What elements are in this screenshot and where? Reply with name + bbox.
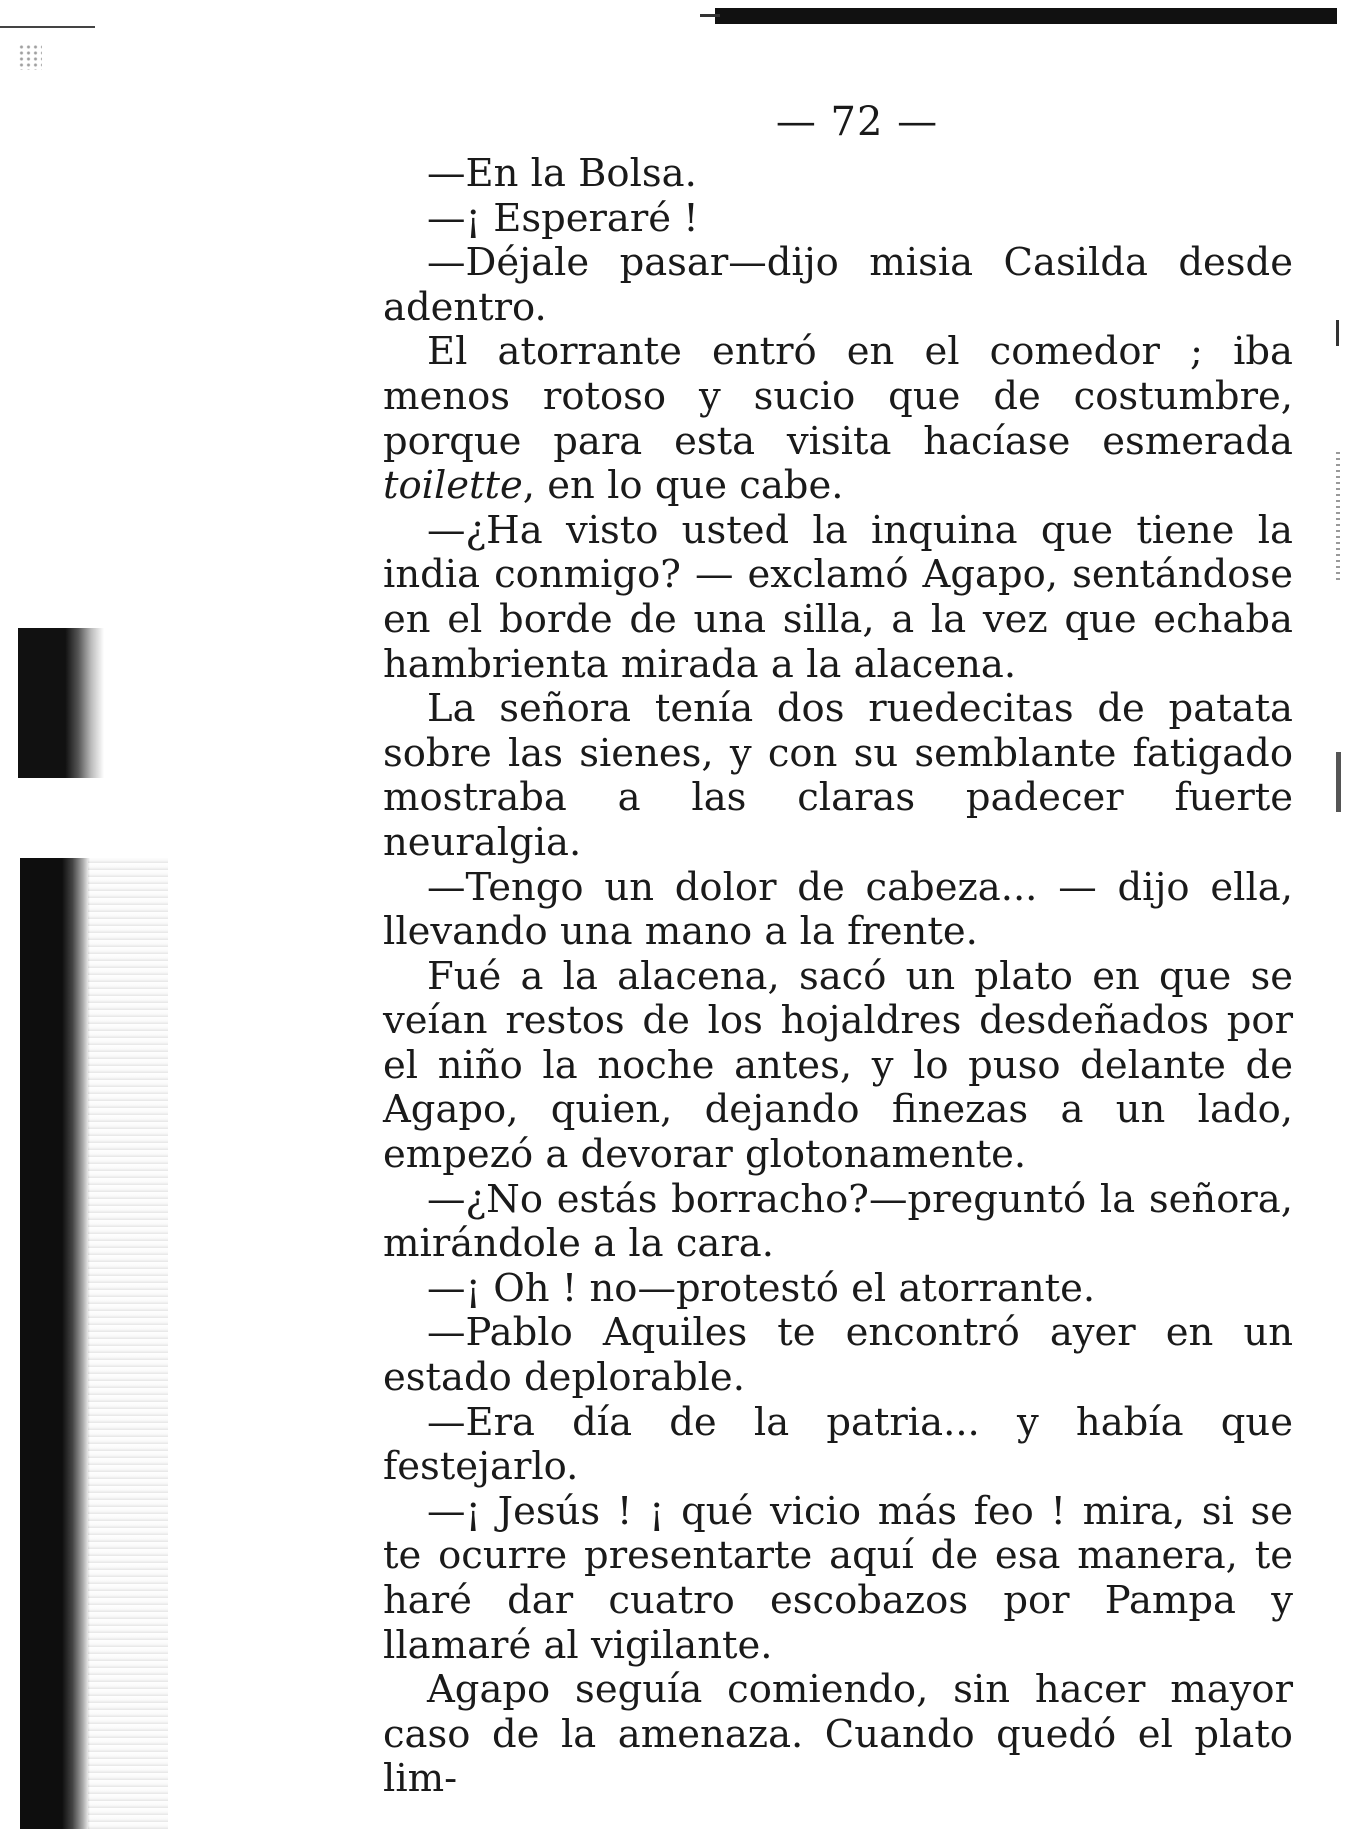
scan-spine-haze <box>88 858 168 1829</box>
scan-corner-mark <box>0 26 95 28</box>
paragraph: —Tengo un dolor de cabeza... — dijo ella, llevando una mano a la frente. <box>383 864 1293 955</box>
paragraph-text: El atorrante entró en el comedor ; iba menos rotoso y sucio que de costumbre, porque para esta visita hacíase esmerada <box>383 329 1293 464</box>
scan-right-edge-mark <box>1336 450 1340 580</box>
paragraph: —¡ Jesús ! ¡ qué vicio más feo ! mira, si se te ocurre presentarte aquí de esa manera, te haré dar cuatro escobazos por Pampa y llamaré al vigilante. <box>383 1488 1293 1668</box>
paragraph: —Era día de la patria... y había que festejarlo. <box>383 1399 1293 1490</box>
scan-spine-shadow-lower <box>20 858 90 1829</box>
scan-right-edge-mark <box>1336 320 1339 346</box>
paragraph: —Pablo Aquiles te encontró ayer en un estado deplorable. <box>383 1310 1293 1401</box>
scan-right-edge-mark <box>1336 752 1341 812</box>
scan-corner-speck <box>18 44 42 70</box>
paragraph: —¡ Oh ! no—protestó el atorrante. <box>427 1265 1096 1311</box>
paragraph: Fué a la alacena, sacó un plato en que se veían restos de los hojaldres desdeñados por el niño la noche antes, y lo puso delante de Agapo, quien, dejando finezas a un lado, empezó a devorar glotonamente. <box>383 953 1293 1178</box>
book-page <box>383 96 1293 1802</box>
paragraph: —¿No estás borracho?—preguntó la señora, mirándole a la cara. <box>383 1176 1293 1267</box>
paragraph: —¿Ha visto usted la inquina que tiene la india conmigo? — exclamó Agapo, sentándose en el borde de una silla, a la vez que echaba hambrienta mirada a la alacena. <box>383 507 1293 687</box>
paragraph: La señora tenía dos ruedecitas de patata sobre las sienes, y con su semblante fatigado mostraba a las claras padecer fuerte neuralgia. <box>383 686 1293 865</box>
paragraph: Agapo seguía comiendo, sin hacer mayor caso de la amenaza. Cuando quedó el plato lim- <box>383 1667 1293 1802</box>
paragraph: —En la Bolsa. <box>427 151 697 196</box>
page-number: — 72 — <box>775 99 939 145</box>
paragraph-text: , en lo que cabe. <box>522 463 844 509</box>
paragraph: —Déjale pasar—dijo misia Casilda desde adentro. <box>383 240 1293 330</box>
italic-word: toilette <box>383 463 523 509</box>
scan-spine-shadow-upper <box>18 628 104 778</box>
paragraph <box>383 330 1293 508</box>
paragraph: —¡ Esperaré ! <box>427 195 699 241</box>
scan-top-rule <box>715 8 1337 24</box>
scan-top-rule-tail <box>700 14 720 17</box>
